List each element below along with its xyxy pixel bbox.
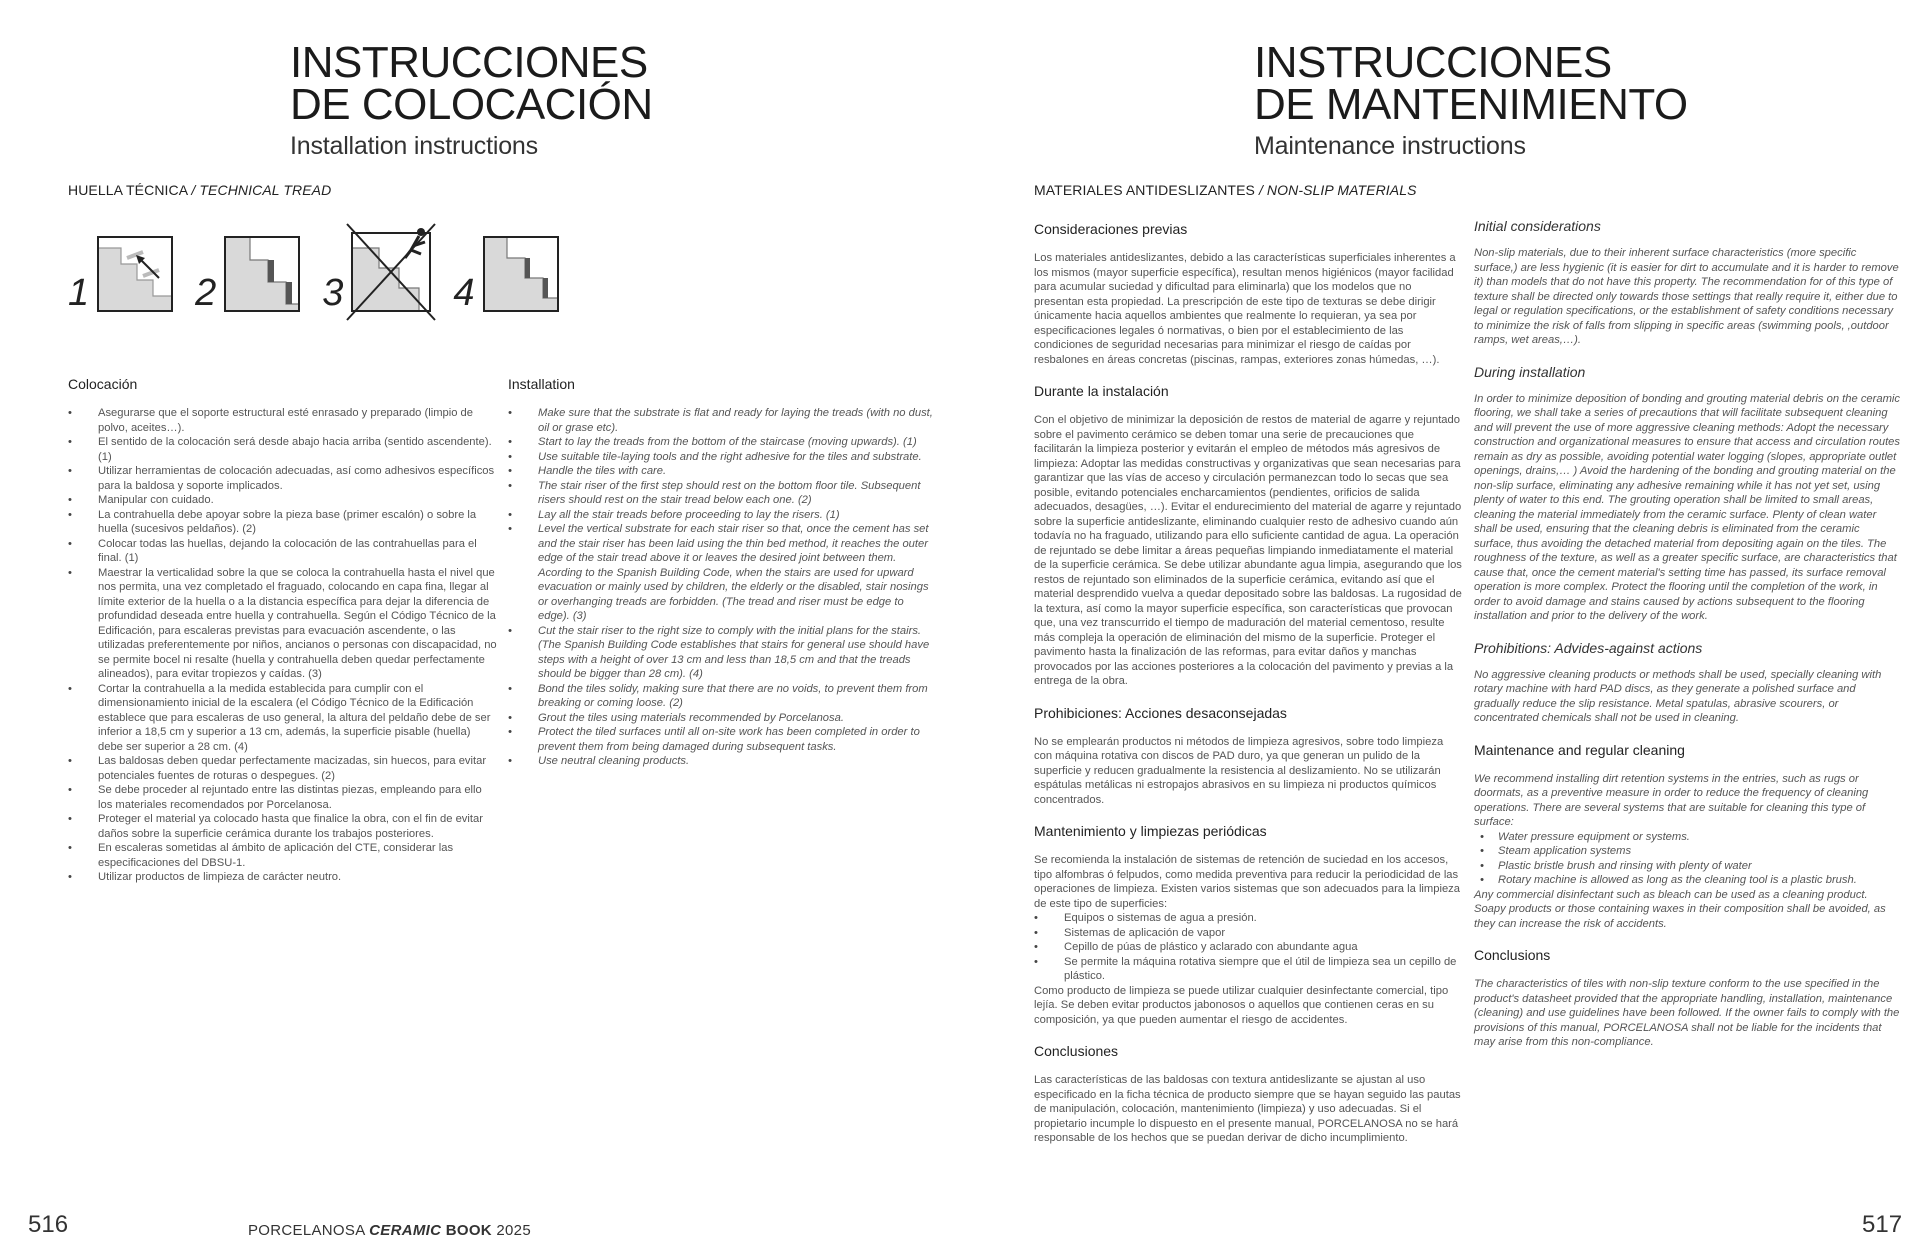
- list-item: • Cut the stair riser to the right size to comply with the initial plans for the stairs. (The Spanish Building Code establishes that stairs for general use should have steps with a height of over 13 cm and less than 18,5 cm and that the treads should be bigger than 28 cm). (4): [538, 624, 938, 682]
- stairs-arrow-icon: [99, 238, 171, 310]
- stair-step-4: [453, 236, 558, 312]
- left-title-block: [290, 38, 653, 161]
- list-item: • Utilizar productos de limpieza de carácter neutro.: [98, 870, 498, 885]
- stair-step-number: 4: [453, 272, 475, 314]
- colocacion-heading: Colocación: [68, 376, 138, 392]
- stair-step-number: 3: [322, 272, 344, 314]
- prohibiciones-heading: Prohibiciones: Acciones desaconsejadas: [1034, 704, 1287, 721]
- colocacion-column: [68, 376, 498, 885]
- mantenimiento-heading: Mantenimiento y limpiezas periódicas: [1034, 823, 1267, 839]
- footer-brand: PORCELANOSA CERAMIC BOOK 2025: [248, 1222, 531, 1239]
- maintenance-es-column: [1034, 221, 1462, 1146]
- page-number-right: 517: [1862, 1211, 1903, 1238]
- list-item: • Use suitable tile-laying tools and the right adhesive for the tiles and substrate.: [538, 450, 938, 465]
- conclusiones-heading: Conclusiones: [1034, 1043, 1119, 1059]
- page-number-left: 516: [28, 1211, 69, 1238]
- list-item: • Manipular con cuidado.: [98, 493, 498, 508]
- page-title-right: INSTRUCCIONES DE MANTENIMIENTO: [1254, 38, 1688, 129]
- initial-text: Non-slip materials, due to their inherent surface characteristics (more specific surface,) are less hygienic (it is easier for dirt to accumulate and it is harder to remove it) than models that do not have this property. The recommendation for of this type of texture shall be directed only towards those settings that really require it, either due to legal or regulation specifications, or the establishment of safety conditions necessary to minimize the risk of falls from slipping in specific areas (swimming pools, ,outdoor ramps, wet areas,…).: [1474, 247, 1899, 346]
- stairs-riser-icon: [226, 238, 298, 310]
- maintenance-outro: Any commercial disinfectant such as bleach can be used as a cleaning product. Soapy products or those containing waxes in their composition shall be avoided, as they can increase the risk of accidents.: [1474, 888, 1886, 930]
- consideraciones-heading: Consideraciones previas: [1034, 221, 1188, 237]
- list-item: • Steam application systems: [1498, 844, 1902, 859]
- list-item: • Asegurarse que el soporte estructural esté enrasado y preparado (limpio de polvo, aceites…).: [98, 406, 498, 435]
- prohibiciones-text: No se emplearán productos ni métodos de limpieza agresivos, sobre todo limpieza con máquina rotativa con discos de PAD duro, ya que generan un pulido de la superficie y reducen gradualmente la resistencia al deslizamiento. No se utilizarán espátulas metálicas ni estropajos abrasivos en su limpieza ni productos químicos concentrados.: [1034, 735, 1444, 806]
- conclusions-text: The characteristics of tiles with non-slip texture conform to the use specified in the product's datasheet provided that the appropriate handling, installation, maintenance (cleaning) and use guidelines have been followed. If the owner fails to comply with the provisions of this manual, PORCELANOSA shall not be liable for the incidents that may arise from this non-compliance.: [1474, 978, 1900, 1048]
- durante-text: Con el objetivo de minimizar la deposición de restos de material de agarre y rejuntado sobre el pavimento cerámico se deben tomar una serie de precauciones que facilitarán la limpieza posterior y evitarán el empleo de métodos más agresivos de limpieza: Adoptar las medidas constructivas y organizativas que sean necesarias para garantizar que las vías de acceso y circulación permanezcan todo lo secas que sea posible, evitando potenciales encharcamientos (pendientes, orificios de salida adecuados, desagües, …). Evitar el endurecimiento del material de agarre y rejuntado sobre la superficie antideslizante, eliminando cualquier resto de adhesivo cuando aún todavía no ha fraguado, utilizando para ello suficiente cantidad de agua. La operación de rejuntado se debe limitar a áreas pequeñas limpiando inmediatamente el material de la superficie cerámica. Se debe utilizar abundante agua limpia, asegurando que los restos de rejuntado son eliminados de la superficie cerámica, evitando así que el material desprendido vuelva a quedar depositado sobre las baldosas. La rugosidad de la textura, así como la mayor superficie específica, son características que provocan que, una vez transcurrido el tiempo de maduración del material cementoso, resulte más compleja la operación de eliminación del mismo de la superficie. Proteger el pavimento hasta la finalización de las reformas, para evitar daños y manchas provocados por las acciones posteriores a la colocación del pavimento y previas a la entrega de la obra.: [1034, 414, 1462, 687]
- during-heading: During installation: [1474, 363, 1586, 380]
- list-item: • Cepillo de púas de plástico y aclarado con abundante agua: [1064, 940, 1462, 955]
- list-item: • Plastic bristle brush and rinsing with plenty of water: [1498, 859, 1902, 874]
- stair-step-number: 2: [195, 272, 217, 314]
- prohibitions-heading: Prohibitions: Advides-against actions: [1474, 639, 1703, 656]
- mantenimiento-list: [1034, 911, 1462, 984]
- list-item: • Sistemas de aplicación de vapor: [1064, 926, 1462, 941]
- list-item: • Las baldosas deben quedar perfectamente macizadas, sin huecos, para evitar potenciales fuentes de roturas o despegues. (2): [98, 754, 498, 783]
- installation-column: [508, 376, 938, 769]
- list-item: • Se debe proceder al rejuntado entre las distintas piezas, empleando para ello los materiales recomendados por Porcelanosa.: [98, 783, 498, 812]
- page-title-left: INSTRUCCIONES DE COLOCACIÓN: [290, 38, 653, 129]
- page-subtitle-right: Maintenance instructions: [1254, 132, 1526, 160]
- list-item: • Water pressure equipment or systems.: [1498, 830, 1902, 845]
- consideraciones-text: Los materiales antideslizantes, debido a las características superficiales inherentes a los mismos (mayor superficie específica), resultan menos higiénicos (mayor facilidad para acumular suciedad y dificultad para eliminarla) que los modelos que no presentan esta propiedad. La prescripción de este tipo de texturas se debe dirigir únicamente hacia aquellos ambientes que realmente lo requieran, ya sea por especificaciones legales ó normativas, o bien por el establecimiento de las condiciones de seguridad necesarias para minimizar el riesgo de caídas por resbalones en áreas concretas (piscinas, rampas, exteriores zonas húmedas, …).: [1034, 252, 1456, 366]
- stair-step-2: [195, 236, 300, 312]
- mantenimiento-intro: Se recomienda la instalación de sistemas de retención de suciedad en los accesos, tipo alfombras ó felpudos, como medida preventiva para reducir la periodicidad de las operaciones de limpieza. Existen varios sistemas que son adecuados para la limpieza de este tipo de superficies:: [1034, 854, 1460, 910]
- stairs-measure-icon: [485, 238, 557, 310]
- list-item: • The stair riser of the first step should rest on the bottom floor tile. Subsequent risers should rest on the stair tread below each one. (2): [538, 479, 938, 508]
- installation-list: [508, 406, 938, 769]
- initial-heading: Initial considerations: [1474, 218, 1601, 234]
- list-item: • Grout the tiles using materials recommended by Porcelanosa.: [538, 711, 938, 726]
- list-item: • El sentido de la colocación será desde abajo hacia arriba (sentido ascendente). (1): [98, 435, 498, 464]
- list-item: • Use neutral cleaning products.: [538, 754, 938, 769]
- list-item: • Bond the tiles solidy, making sure that there are no voids, to prevent them from breaking or coming loose. (2): [538, 682, 938, 711]
- maintenance-en-column: [1474, 218, 1902, 1050]
- stair-step-1: [68, 236, 173, 312]
- list-item: • En escaleras sometidas al ámbito de aplicación del CTE, considerar las especificaciones del DBSU-1.: [98, 841, 498, 870]
- list-item: • Colocar todas las huellas, dejando la colocación de las contrahuellas para el final. (1): [98, 537, 498, 566]
- conclusions-heading: Conclusions: [1474, 947, 1551, 963]
- section-label-non-slip: MATERIALES ANTIDESLIZANTES / NON-SLIP MATERIALS: [1034, 182, 1417, 198]
- list-item: • Lay all the stair treads before proceeding to lay the risers. (1): [538, 508, 938, 523]
- no-nosing-warning-icon: [353, 234, 429, 310]
- maintenance-heading: Maintenance and regular cleaning: [1474, 741, 1685, 758]
- list-item: • Rotary machine is allowed as long as the cleaning tool is a plastic brush.: [1498, 873, 1902, 888]
- installation-heading: Installation: [508, 376, 575, 392]
- list-item: • Make sure that the substrate is flat and ready for laying the treads (with no dust, oil or grase etc).: [538, 406, 938, 435]
- prohibitions-text: No aggressive cleaning products or methods shall be used, specially cleaning with rotary machine with hard PAD discs, as they generate a polished surface and gradually reduce the slip resistance. Metal spatulas, abrasive scourers, or concentrated chemicals shall not be used in cleaning.: [1474, 668, 1882, 724]
- durante-heading: Durante la instalación: [1034, 383, 1169, 399]
- colocacion-list: [68, 406, 498, 885]
- stair-diagram-4: [483, 236, 559, 312]
- stair-diagram-3: [351, 232, 431, 312]
- stair-diagram-row: [68, 232, 559, 312]
- list-item: • Start to lay the treads from the bottom of the staircase (moving upwards). (1): [538, 435, 938, 450]
- list-item: • Cortar la contrahuella a la medida establecida para cumplir con el dimensionamiento inicial de la escalera (el Código Técnico de la Edificación establece que para escaleras de uso general, la altura del peldaño debe de ser inferior a 18,5 cm y superior a 13 cm, además, la superficie pisable (huella) debe ser superior a 28 cm. (4): [98, 682, 498, 755]
- list-item: • Level the vertical substrate for each stair riser so that, once the cement has set and the stair riser has been laid using the thin bed method, it reaches the outer edge of the stair tread above it or leaves the desired joint between them. Acording to the Spanish Building Code, when the stairs are used for upward evacuation or mainly used by children, the elderly or the disabled, stair nosings or overhanging treads are forbidden. (The tread and riser must be edge to edge). (3): [538, 522, 938, 624]
- list-item: • Se permite la máquina rotativa siempre que el útil de limpieza sea un cepillo de plástico.: [1064, 955, 1462, 984]
- list-item: • La contrahuella debe apoyar sobre la pieza base (primer escalón) o sobre la huella (sucesivos peldaños). (2): [98, 508, 498, 537]
- section-label-technical-tread: HUELLA TÉCNICA / TECHNICAL TREAD: [68, 182, 332, 198]
- list-item: • Handle the tiles with care.: [538, 464, 938, 479]
- list-item: • Proteger el material ya colocado hasta que finalice la obra, con el fin de evitar daños sobre la superficie cerámica durante los trabajos posteriores.: [98, 812, 498, 841]
- stair-diagram-2: [224, 236, 300, 312]
- list-item: • Equipos o sistemas de agua a presión.: [1064, 911, 1462, 926]
- stair-step-number: 1: [68, 272, 90, 314]
- list-item: • Maestrar la verticalidad sobre la que se coloca la contrahuella hasta el nivel que nos permita, una vez completado el fraguado, colocando en capa fina, llegar al límite exterior de la huella o a la distancia específica para dejar la diferencia de profundidad deseada entre huella y contrahuella. Según el Código Técnico de la Edificación, para escaleras previstas para evacuación ascendente, o las utilizadas preferentemente por niños, ancianos o personas con discapacidad, no se permite bocel ni resalte (huella y contrahuella deben quedar perfectamente alineados), para evitar tropiezos y caídas. (3): [98, 566, 498, 682]
- list-item: • Utilizar herramientas de colocación adecuadas, así como adhesivos específicos para la baldosa y soporte implicados.: [98, 464, 498, 493]
- stair-diagram-1: [97, 236, 173, 312]
- conclusiones-text: Las características de las baldosas con textura antideslizante se ajustan al uso especificado en la ficha técnica de producto siempre que se hayan seguido las pautas de manipulación, colocación, mantenimiento (limpieza) y uso adecuadas. Si el propietario incumple lo dispuesto en el presente manual, PORCELANOSA no se hará responsable de los hechos que se puedan derivar de dicho incumplimiento.: [1034, 1074, 1461, 1144]
- during-text: In order to minimize deposition of bonding and grouting material debris on the ceramic flooring, we shall take a series of precautions that will facilitate subsequent cleaning and will prevent the use of more aggressive cleaning methods: Adopt the necessary construction and organizational measures to ensure that access and circulation routes remain as dry as possible, avoiding potential water logging (slopes, appropriate outlet openings, drains,… ) Avoid the hardening of the bonding and grouting material on the non-slip surface, eliminating any adhesive remaining while it has not yet set, using plenty of water to this end. The grouting operation shall be limited to small areas, cleaning the material immediately from the ceramic surface. Plenty of clean water shall be used, ensuring that the cleaning debris is eliminated from the ceramic surface, thus avoiding the detached material from depositing again on the tiles. The roughness of the texture, as well as a greater specific surface, are characteristics that cause that, once the cement material's setting time has passed, its surface removal operation is more complex. Protect the flooring until the completion of the work, in order to avoid damage and stains caused by actions subsequent to the flooring installation and prior to the delivery of the work.: [1474, 392, 1900, 622]
- right-title-block: [1254, 38, 1688, 161]
- page-subtitle-left: Installation instructions: [290, 132, 538, 160]
- mantenimiento-outro: Como producto de limpieza se puede utilizar cualquier desinfectante comercial, tipo lejía. Se deben evitar productos jabonosos o aquellos que contienen ceras en su composición, ya que pueden aumentar el riesgo de accidentes.: [1034, 984, 1449, 1026]
- maintenance-list: [1474, 830, 1902, 888]
- list-item: • Protect the tiled surfaces until all on-site work has been completed in order to prevent them from being damaged during subsequent tasks.: [538, 725, 938, 754]
- stair-step-3: [322, 232, 431, 312]
- maintenance-intro: We recommend installing dirt retention systems in the entries, such as rugs or doormats, as a preventive measure in order to reduce the frequency of cleaning operations. There are several systems that are suitable for cleaning this type of surface:: [1474, 772, 1869, 828]
